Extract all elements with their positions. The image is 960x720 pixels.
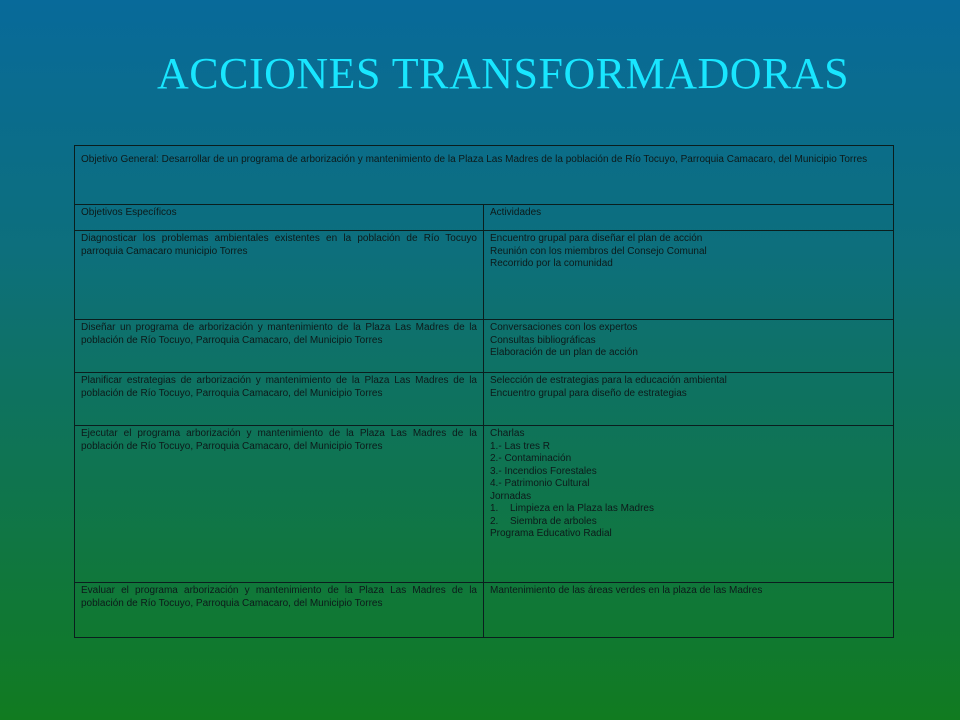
activity-item: Encuentro grupal para diseño de estrategias xyxy=(490,387,687,399)
activity-item: Mantenimiento de las áreas verdes en la plaza de las Madres xyxy=(490,585,763,596)
table-row xyxy=(75,373,894,426)
header-activities: Actividades xyxy=(484,205,894,231)
activity-item: Reunión con los miembros del Consejo Comunal xyxy=(490,245,707,257)
numbered-activity xyxy=(490,503,887,516)
activity-item: Elaboración de un plan de acción xyxy=(490,347,638,358)
header-row xyxy=(75,205,894,231)
activity-item: 3.- Incendios Forestales xyxy=(490,465,597,477)
objective-cell: Planificar estrategias de arborización y mantenimiento de la Plaza Las Madres de la población de Río Tocuyo, Parroquia Camacaro, del Municipio Torres xyxy=(75,373,484,426)
list-number: 1. xyxy=(490,503,499,514)
table-row xyxy=(75,320,894,373)
objective-cell: Diseñar un programa de arborización y mantenimiento de la Plaza Las Madres de la población de Río Tocuyo, Parroquia Camacaro, del Municipio Torres xyxy=(75,320,484,373)
numbered-activity xyxy=(490,516,887,529)
activity-item: 1.- Las tres R xyxy=(490,440,551,452)
activity-item: Encuentro grupal para diseñar el plan de acción xyxy=(490,233,703,244)
activities-cell xyxy=(484,426,894,583)
activity-item: Conversaciones con los expertos xyxy=(490,322,638,333)
activity-item: 4.- Patrimonio Cultural xyxy=(490,478,590,489)
activity-item: 2.- Contaminación xyxy=(490,453,572,464)
table-row xyxy=(75,231,894,320)
activity-text: Limpieza en la Plaza las Madres xyxy=(510,503,654,514)
activity-item: Programa Educativo Radial xyxy=(490,528,612,539)
activities-cell xyxy=(484,320,894,373)
general-objective: Objetivo General: Desarrollar de un programa de arborización y mantenimiento de la Plaza Las Madres de la población de Río Tocuyo, Parroquia Camacaro, del Municipio Torres xyxy=(75,146,894,205)
list-number: 2. xyxy=(490,515,499,527)
activities-cell xyxy=(484,231,894,320)
table-row xyxy=(75,426,894,583)
activity-item: Jornadas xyxy=(490,490,532,502)
actions-table xyxy=(74,145,894,638)
activity-item: Selección de estrategias para la educación ambiental xyxy=(490,375,727,386)
activity-item: Charlas xyxy=(490,428,525,439)
activity-item: Consultas bibliográficas xyxy=(490,334,596,346)
general-objective-row xyxy=(75,146,894,205)
slide-title: ACCIONES TRANSFORMADORAS xyxy=(157,49,850,98)
activity-item: Recorrido por la comunidad xyxy=(490,258,613,269)
table-row xyxy=(75,583,894,638)
activities-cell xyxy=(484,373,894,426)
objective-cell: Evaluar el programa arborización y mantenimiento de la Plaza Las Madres de la población de Río Tocuyo, Parroquia Camacaro, del Municipio Torres xyxy=(75,583,484,638)
activities-cell xyxy=(484,583,894,638)
objective-cell: Ejecutar el programa arborización y mantenimiento de la Plaza Las Madres de la población de Río Tocuyo, Parroquia Camacaro, del Municipio Torres xyxy=(75,426,484,583)
objective-cell: Diagnosticar los problemas ambientales existentes en la población de Río Tocuyo parroquia Camacaro municipio Torres xyxy=(75,231,484,320)
header-objectives: Objetivos Específicos xyxy=(75,205,484,231)
activity-text: Siembra de arboles xyxy=(510,515,597,527)
